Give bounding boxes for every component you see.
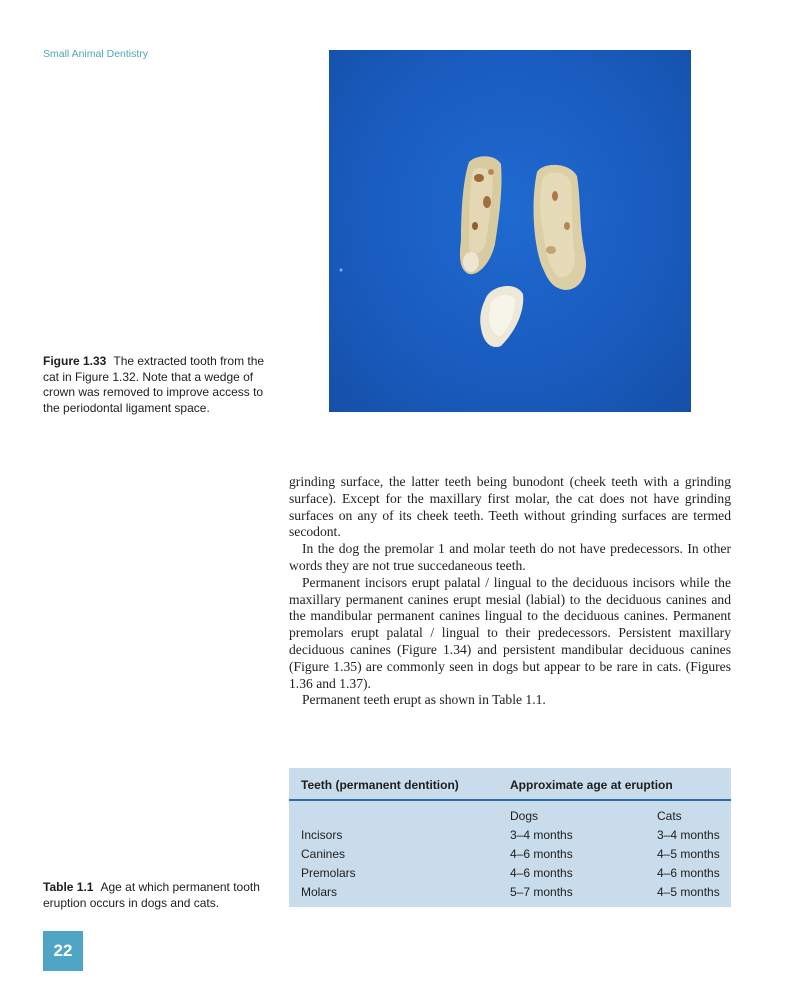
- figure-label: Figure 1.33: [43, 354, 107, 368]
- body-paragraph: Permanent teeth erupt as shown in Table 1.1.: [302, 692, 546, 708]
- table-cell-cats: 3–4 months: [657, 828, 720, 842]
- page-number: 22: [43, 931, 83, 971]
- table-header-age: Approximate age at eruption: [510, 778, 673, 792]
- table-caption: [43, 880, 269, 911]
- table-cell-dogs: 4–6 months: [510, 866, 573, 880]
- table-caption-text: Age at which permanent tooth eruption occurs in dogs and cats.: [43, 880, 260, 910]
- table-header-teeth: Teeth (permanent dentition): [301, 778, 459, 792]
- figure-photo: [329, 50, 691, 412]
- table-subheader-cats: Cats: [657, 809, 682, 823]
- table-cell-dogs: 3–4 months: [510, 828, 573, 842]
- table-cell-cats: 4–6 months: [657, 866, 720, 880]
- table-header-row: [289, 768, 731, 801]
- body-paragraph: In the dog the premolar 1 and molar teeth do not have predecessors. In other words they are not true succedaneous teeth.: [289, 541, 731, 573]
- body-paragraph: grinding surface, the latter teeth being bunodont (cheek teeth with a grinding surface). Except for the maxillary first molar, the cat does not have grinding surfaces on any of its cheek teeth. Teeth without grinding surfaces are termed secodont.: [289, 474, 731, 540]
- body-paragraph: Permanent incisors erupt palatal / lingual to the deciduous incisors while the maxillary permanent canines erupt mesial (labial) to the deciduous canines and the mandibular permanent canines lingual to the deciduous canines. Permanent premolars erupt palatal / lingual to their predecessors. Persistent maxillary deciduous canines (Figure 1.34) and persistent mandibular deciduous canines (Figure 1.35) are commonly seen in dogs but appear to be rare in cats. (Figures 1.36 and 1.37).: [289, 574, 731, 691]
- table-label: Table 1.1: [43, 880, 94, 894]
- body-text: [289, 474, 731, 709]
- table-cell-teeth: Canines: [301, 847, 346, 861]
- table-cell-cats: 4–5 months: [657, 885, 720, 899]
- table-cell-teeth: Premolars: [301, 866, 356, 880]
- figure-caption: [43, 354, 269, 416]
- table-subheader-dogs: Dogs: [510, 809, 539, 823]
- extracted-teeth-image: [329, 50, 691, 412]
- eruption-table: [289, 768, 731, 907]
- table-cell-teeth: Incisors: [301, 828, 343, 842]
- table-cell-cats: 4–5 months: [657, 847, 720, 861]
- running-head: Small Animal Dentistry: [43, 48, 149, 60]
- table-cell-dogs: 4–6 months: [510, 847, 573, 861]
- table-cell-dogs: 5–7 months: [510, 885, 573, 899]
- table-cell-teeth: Molars: [301, 885, 338, 899]
- figure-caption-text: The extracted tooth from the cat in Figure 1.32. Note that a wedge of crown was removed to improve access to the periodontal ligament space.: [43, 354, 265, 415]
